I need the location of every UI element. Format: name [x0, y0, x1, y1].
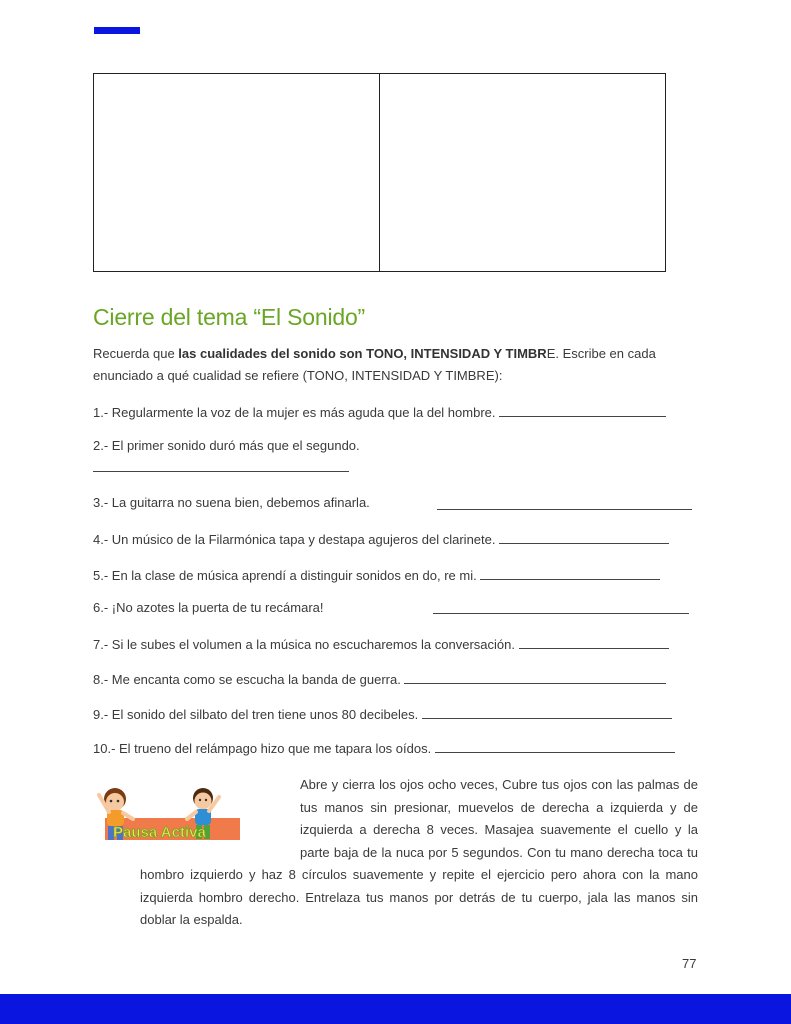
drawing-table	[93, 73, 666, 272]
drawing-cell-left[interactable]	[94, 74, 379, 271]
pausa-activa-logo-text: Pausa Activa	[113, 824, 206, 841]
answer-blank-1[interactable]	[499, 402, 666, 417]
question-text: 1.- Regularmente la voz de la mujer es más aguda que la del hombre.	[93, 405, 496, 420]
question-7	[93, 634, 669, 654]
question-3	[93, 494, 370, 512]
question-9	[93, 704, 672, 724]
question-text: 10.- El trueno del relámpago hizo que me tapara los oídos.	[93, 741, 432, 756]
question-5	[93, 565, 660, 585]
section-title: Cierre del tema “El Sonido”	[93, 304, 365, 330]
answer-blank-9[interactable]	[422, 704, 672, 719]
question-text: 3.- La guitarra no suena bien, debemos afinarla.	[93, 495, 370, 510]
question-6	[93, 599, 324, 617]
question-text: 9.- El sonido del silbato del tren tiene unos 80 decibeles.	[93, 707, 419, 722]
answer-blank-6[interactable]	[433, 613, 689, 614]
pausa-activa-instructions: Abre y cierra los ojos ocho veces, Cubre tus ojos con las palmas de tus manos sin presionar, muevelos de derecha a izquierda y de izquierda a derecha 8 veces. Masajea suavemente el cuello y la parte baja de la nuca por 5 segundos. Con tu mano derecha toca tu hombro izquierdo y haz 8 círculos suavemente y repite el ejercicio pero ahora con la mano izquierda hombro derecho. Entrelaza tus manos por detrás de tu cuerpo, jala las manos sin doblar la espalda.	[140, 777, 698, 927]
answer-blank-4[interactable]	[499, 529, 669, 544]
pausa-activa-text	[93, 774, 698, 932]
intro-suffix: E. Escribe en cada enunciado a qué cualidad se refiere (TONO, INTENSIDAD Y TIMBRE):	[93, 346, 656, 383]
question-text: 7.- Si le subes el volumen a la música no escucharemos la conversación.	[93, 637, 515, 652]
answer-blank-8[interactable]	[404, 669, 666, 684]
header-accent-bar	[94, 27, 140, 34]
page-number: 77	[682, 956, 697, 971]
answer-blank-5[interactable]	[480, 565, 660, 580]
answer-blank-3[interactable]	[437, 509, 692, 510]
question-10	[93, 738, 675, 758]
question-8	[93, 669, 666, 689]
question-2	[93, 437, 360, 455]
intro-prefix: Recuerda que	[93, 346, 179, 361]
answer-blank-2[interactable]	[93, 471, 349, 472]
footer-accent-bar	[0, 994, 791, 1024]
question-text: 4.- Un músico de la Filarmónica tapa y destapa agujeros del clarinete.	[93, 532, 496, 547]
answer-blank-10[interactable]	[435, 738, 675, 753]
intro-bold: las cualidades del sonido son TONO, INTENSIDAD Y TIMBR	[178, 346, 547, 361]
question-text: 2.- El primer sonido duró más que el segundo.	[93, 438, 360, 453]
drawing-cell-right[interactable]	[379, 74, 665, 271]
answer-blank-7[interactable]	[519, 634, 669, 649]
question-4	[93, 529, 669, 549]
question-text: 6.- ¡No azotes la puerta de tu recámara!	[93, 600, 324, 615]
question-text: 5.- En la clase de música aprendí a distinguir sonidos en do, re mi.	[93, 568, 477, 583]
question-1	[93, 402, 666, 422]
intro-paragraph	[93, 343, 698, 387]
question-text: 8.- Me encanta como se escucha la banda de guerra.	[93, 672, 401, 687]
